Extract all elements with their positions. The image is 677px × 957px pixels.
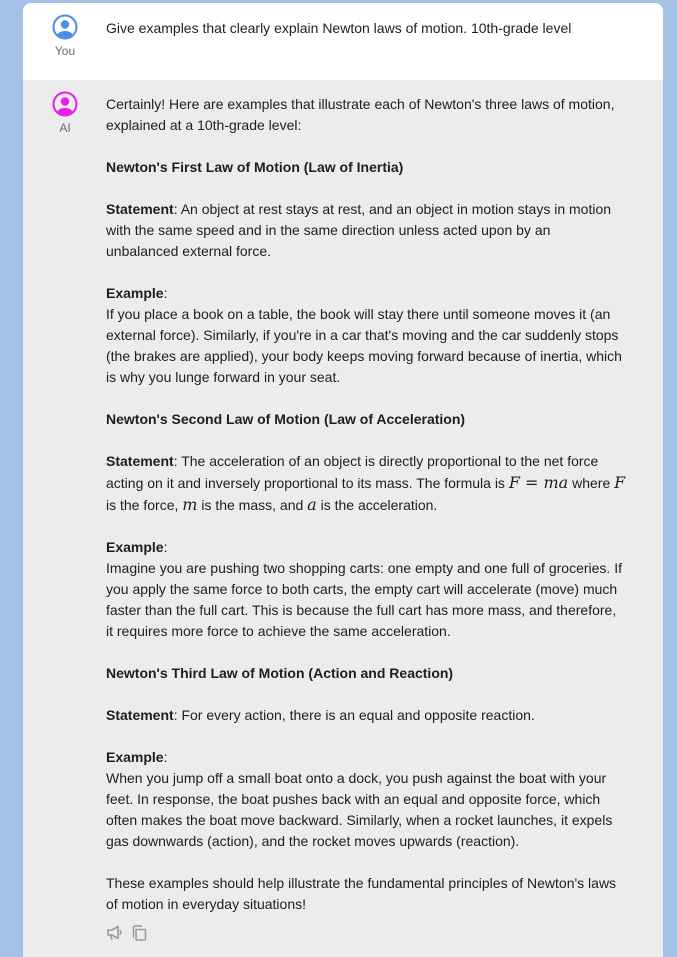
law-3-statement: [106, 705, 626, 726]
law-2-statement: [106, 451, 626, 516]
law-3-statement-label: Statement: [106, 707, 174, 723]
megaphone-icon[interactable]: [106, 925, 123, 940]
law-2-statement-part4: is the mass, and: [197, 497, 308, 513]
law-1-statement-label: Statement: [106, 201, 174, 217]
law-1-statement: [106, 199, 626, 262]
law-3-heading-text: Newton's Third Law of Motion (Action and Reaction): [106, 665, 454, 681]
ai-intro: Certainly! Here are examples that illustrate each of Newton's three laws of motion, explained at a 10th-grade level:: [106, 96, 615, 133]
user-icon: [52, 14, 78, 40]
copy-icon[interactable]: [131, 925, 147, 941]
law-2-example-text: Imagine you are pushing two shopping carts: one empty and one full of groceries. If you apply the same force to both carts, the empty cart will accelerate (move) much faster than the full cart. This is because the full cart has more mass, and therefore, it requires more force to achieve the same acceleration.: [106, 560, 622, 639]
var-f: F: [614, 473, 626, 492]
ai-avatar-block: [51, 91, 79, 135]
law-2-statement-part3: is the force,: [106, 497, 183, 513]
law-2-example: Example: Imagine you are pushing two shopping carts: one empty and one full of groceries. If you apply the same force to both carts, the empty cart will accelerate (move) much faster than the full cart. This is because the full cart has more mass, and therefore, it requires more force to achieve the same acceleration.: [106, 539, 622, 639]
ai-role-label: AI: [59, 121, 71, 135]
formula: F = ma: [508, 473, 569, 492]
law-2-heading-text: Newton's Second Law of Motion (Law of Acceleration): [106, 411, 466, 427]
law-1-example-label: Example: [106, 285, 164, 301]
ai-message-body: [106, 94, 626, 915]
law-1-statement-text: : An object at rest stays at rest, and an object in motion stays in motion with the same speed and in the same direction unless acted upon by an unbalanced external force.: [106, 201, 612, 259]
law-2-heading: [106, 409, 626, 430]
ai-closing: These examples should help illustrate the fundamental principles of Newton's laws of motion in everyday situations!: [106, 875, 617, 912]
law-2-statement-label: Statement: [106, 453, 174, 469]
law-3-example: Example: When you jump off a small boat onto a dock, you push against the boat with your feet. In response, the boat pushes back with an equal and opposite force, which often makes the boat move backward. Similarly, when a rocket launches, it expels gas downwards (action), and the rocket moves upwards (reaction).: [106, 749, 613, 849]
law-2-example-label: Example: [106, 539, 164, 555]
user-icon: [52, 91, 78, 117]
ai-message: [23, 80, 663, 957]
var-m: m: [182, 495, 198, 514]
law-2-statement-part1: : The acceleration of an object is directly proportional to the net force acting on it and inversely proportional to its mass. The formula is: [106, 453, 599, 491]
user-message-text: Give examples that clearly explain Newton laws of motion. 10th-grade level: [106, 20, 572, 36]
message-actions: [106, 925, 147, 941]
law-2-statement-part2: where: [568, 475, 615, 491]
chat-thread: [23, 3, 663, 957]
user-avatar-block: [51, 14, 79, 58]
law-1-heading: [106, 157, 626, 178]
law-3-statement-text: : For every action, there is an equal and opposite reaction.: [173, 707, 535, 723]
var-a: a: [307, 495, 317, 514]
user-role-label: You: [54, 44, 76, 58]
law-1-heading-text: Newton's First Law of Motion (Law of Inertia): [106, 159, 404, 175]
law-2-statement-part5: is the acceleration.: [316, 497, 438, 513]
user-message: [23, 3, 663, 80]
law-3-example-text: When you jump off a small boat onto a dock, you push against the boat with your feet. In response, the boat pushes back with an equal and opposite force, which often makes the boat move backward. Similarly, when a rocket launches, it expels gas downwards (action), and the rocket moves upwards (reaction).: [106, 770, 613, 849]
law-3-example-label: Example: [106, 749, 164, 765]
law-1-example: Example: If you place a book on a table, the book will stay there until someone moves it (an external force). Similarly, if you're in a car that's moving and the car suddenly stops (the brakes are applied), your body keeps moving forward because of inertia, which is why you lunge forward in your seat.: [106, 285, 622, 385]
law-1-example-text: If you place a book on a table, the book will stay there until someone moves it (an external force). Similarly, if you're in a car that's moving and the car suddenly stops (the brakes are applied), your body keeps moving forward because of inertia, which is why you lunge forward in your seat.: [106, 306, 622, 385]
law-3-heading: [106, 663, 626, 684]
